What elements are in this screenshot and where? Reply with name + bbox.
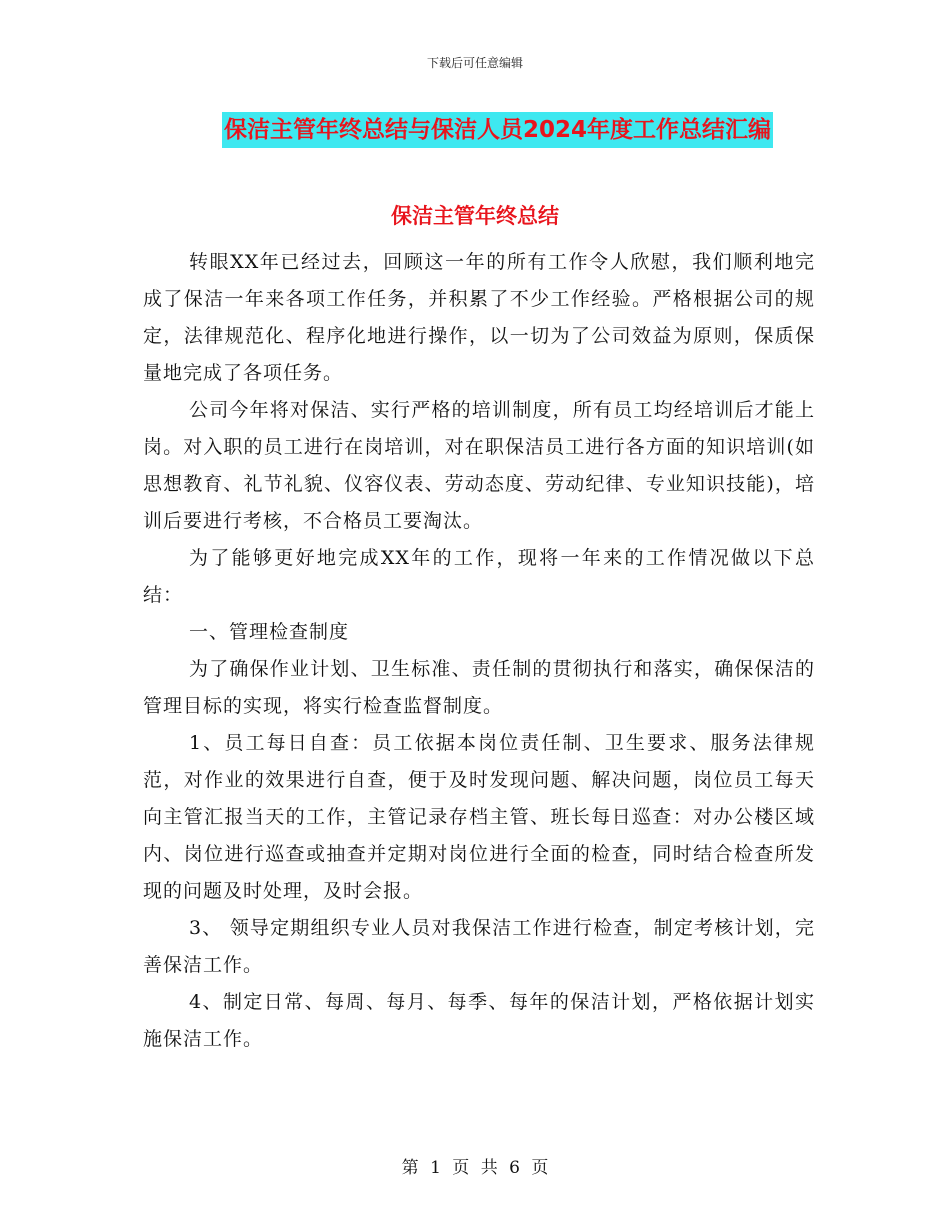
list-item-daily-self-check: 1、员工每日自查：员工依据本岗位责任制、卫生要求、服务法律规范，对作业的效果进行自查，便于及时发现问题、解决问题，岗位员工每天向主管汇报当天的工作，主管记录存档主管、班长每日巡查：对办公楼区域内、岗位进行巡查或抽查并定期对岗位进行全面的检查，同时结合检查所发现的问题及时处理，及时会报。 <box>143 732 815 902</box>
page-number-footer: 第 1 页 共 6 页 <box>401 1158 549 1178</box>
heading-management-inspection: 一、管理检查制度 <box>189 621 350 643</box>
paragraph-summary-lead: 为了能够更好地完成XX年的工作，现将一年来的工作情况做以下总结： <box>143 547 815 606</box>
paragraph-inspection-purpose: 为了确保作业计划、卫生标准、责任制的贯彻执行和落实，确保保洁的管理目标的实现，将实行检查监督制度。 <box>143 658 815 717</box>
document-title-container <box>0 112 950 148</box>
paragraph-intro: 转眼XX年已经过去，回顾这一年的所有工作令人欣慰，我们顺利地完成了保洁一年来各项工作任务，并积累了不少工作经验。严格根据公司的规定，法律规范化、程序化地进行操作，以一切为了公司效益为原则，保质保量地完成了各项任务。 <box>143 251 815 384</box>
list-item-cleaning-plan: 4、制定日常、每周、每月、每季、每年的保洁计划，严格依据计划实施保洁工作。 <box>143 991 815 1050</box>
document-title: 保洁主管年终总结与保洁人员2024年度工作总结汇编 <box>222 112 773 148</box>
document-body <box>143 244 815 1058</box>
paragraph-training: 公司今年将对保洁、实行严格的培训制度，所有员工均经培训后才能上岗。对入职的员工进行在岗培训，对在职保洁员工进行各方面的知识培训(如思想教育、礼节礼貌、仪容仪表、劳动态度、劳动纪律、专业知识技能)，培训后要进行考核，不合格员工要淘汰。 <box>143 399 815 532</box>
section-title: 保洁主管年终总结 <box>391 204 559 228</box>
list-item-leadership-inspection: 3、 领导定期组织专业人员对我保洁工作进行检查，制定考核计划，完善保洁工作。 <box>143 917 815 976</box>
page-header-note: 下载后可任意编辑 <box>426 56 523 70</box>
